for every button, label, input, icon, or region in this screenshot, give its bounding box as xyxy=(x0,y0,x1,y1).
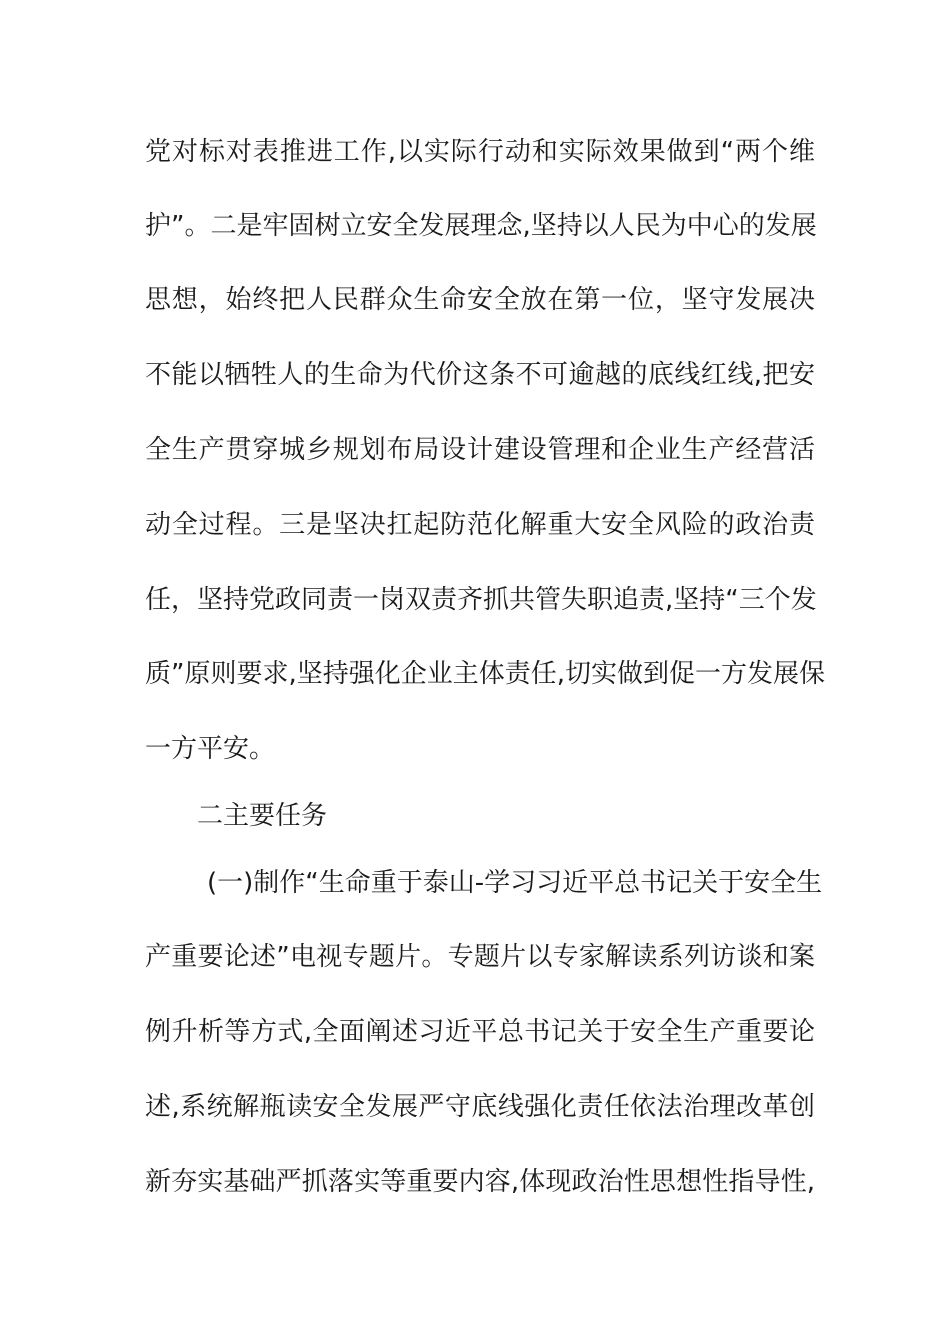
subsection-text-line: (一)制作“生命重于泰山-学习习近平总书记关于安全生 xyxy=(207,868,823,898)
body-text-line: 质”原则要求,坚持强化企业主体责任,切实做到促一方发展保 xyxy=(145,659,825,689)
subsection-text-line: 述,系统解瓶读安全发展严守底线强化责任依法治理改革创 xyxy=(145,1092,815,1122)
body-text-line: 一方平安。 xyxy=(145,734,276,764)
subsection-text-line: 例升析等方式,全面阐述习近平总书记关于安全生产重要论 xyxy=(145,1017,815,1047)
body-text-line: 动全过程。三是坚决扛起防范化解重大安全风险的政治责 xyxy=(145,510,815,540)
subsection-text-line: 新夯实基础严抓落实等重要内容,体现政治性思想性指导性, xyxy=(145,1167,815,1197)
body-text-line: 党对标对表推进工作,以实际行动和实际效果做到“两个维 xyxy=(145,137,815,167)
body-text-line: 全生产贯穿城乡规划布局设计建设管理和企业生产经营活 xyxy=(145,435,815,465)
body-text-line: 思想，始终把人民群众生命安全放在第一位，坚守发展决 xyxy=(145,285,815,315)
body-text-line: 护”。二是牢固树立安全发展理念,坚持以人民为中心的发展 xyxy=(145,211,817,241)
section-heading: 二主要任务 xyxy=(197,801,328,831)
body-text-line: 任，坚持党政同责一岗双责齐抓共管失职追责,坚持“三个发 xyxy=(145,585,817,615)
body-text-line: 不能以牺牲人的生命为代价这条不可逾越的底线红线,把安 xyxy=(145,360,815,390)
subsection-text-line: 产重要论述”电视专题片。专题片以专家解读系列访谈和案 xyxy=(145,942,815,972)
